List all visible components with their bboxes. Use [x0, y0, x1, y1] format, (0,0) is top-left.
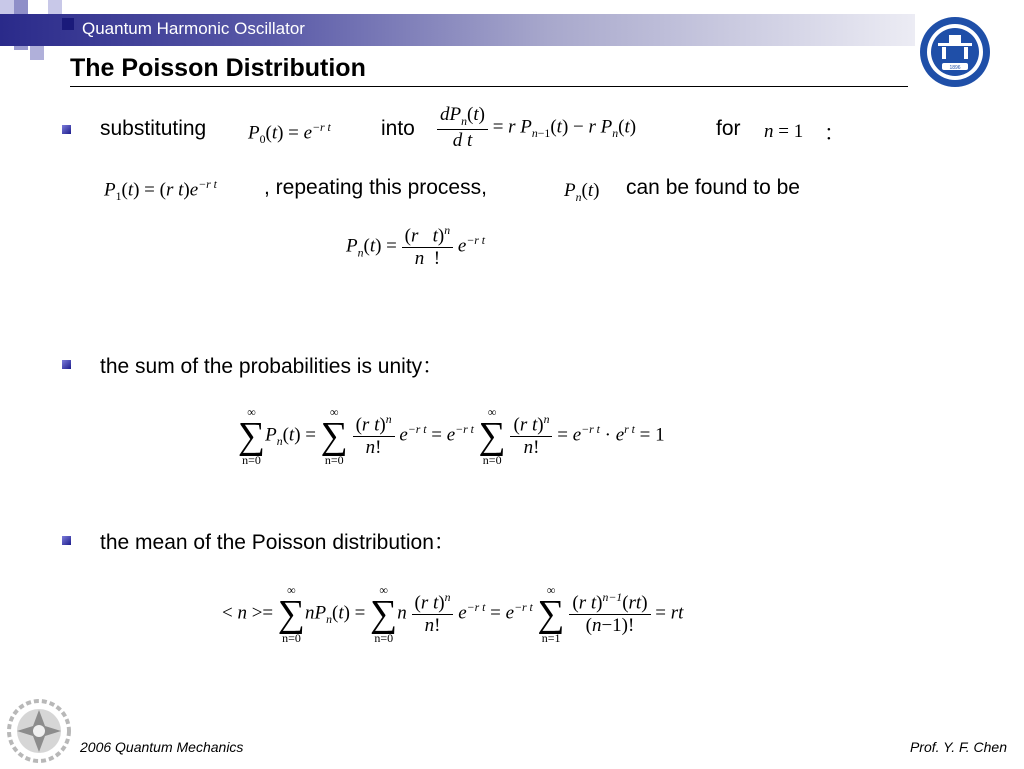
- title-underline: [70, 86, 908, 87]
- repeating-text: , repeating this process,: [264, 176, 487, 199]
- equation-pn-inline: $P_n(t)$: [564, 180, 600, 204]
- equation-poisson: $P_n(t)$ = $\frac{(r t)^n}{n !}$ $e^{-r t}$: [346, 224, 486, 270]
- corner-square-2: [14, 0, 28, 14]
- equation-mean: < n >= ∞ ∑ n=0 $nP_n(t)$ = ∞ ∑ n=0 n $\frac{(r t)^n}{n!}$ $e^{-r t} = e^{-r t}$ ∞ ∑ n=1 $\frac{(r t)^{n-1}(rt)}{(n-1)!}$ = rt: [222, 583, 684, 646]
- logo-year: 1896: [949, 65, 961, 71]
- corner-square-3: [48, 0, 62, 14]
- corner-square-7: [30, 46, 44, 60]
- word-for: for: [716, 117, 741, 140]
- colon-1: ：: [824, 122, 845, 145]
- university-logo: [918, 15, 992, 89]
- equation-differential: $\frac{dP_n(t)}{\text{d t}}$ = r $P_{n-1}(t) - r$ $P_n(t)$: [437, 104, 636, 152]
- corner-square-1: [0, 0, 14, 14]
- word-substituting: substituting: [100, 117, 207, 140]
- footer-course: 2006 Quantum Mechanics: [80, 739, 244, 755]
- found-text: can be found to be: [626, 176, 800, 199]
- equation-sum-unity: ∞ ∑ n=0 $P_n(t)$ = ∞ ∑ n=0 $\frac{(r t)^n}{n!}$ $e^{-r t} = e^{-r t}$ ∞ ∑ n=0 $\frac{(r t)^n}{n!}$ = $e^{-r t} \cdot e^{r t} = 1$: [238, 405, 665, 468]
- bullet-icon: [62, 536, 71, 545]
- equation-p1: $P_1(t) = (r$ $t)e^{-r t}$: [104, 178, 217, 204]
- bullet-mean-text: the mean of the Poisson distribution：: [100, 531, 455, 554]
- footer-author: Prof. Y. F. Chen: [909, 739, 1007, 755]
- gear-logo-icon: [4, 698, 74, 764]
- bullet-icon: [62, 360, 71, 369]
- equation-n-equals-1: n = 1: [764, 121, 804, 142]
- word-into: into: [381, 117, 415, 140]
- slide-title: The Poisson Distribution: [70, 54, 366, 82]
- bullet-sum-text: the sum of the probabilities is unity：: [100, 355, 444, 378]
- equation-p0: $P_0(t) = e^{-r t}$: [248, 121, 331, 147]
- header-accent-square: [62, 18, 74, 30]
- bullet-icon: [62, 125, 71, 134]
- course-title: Quantum Harmonic Oscillator: [82, 19, 305, 38]
